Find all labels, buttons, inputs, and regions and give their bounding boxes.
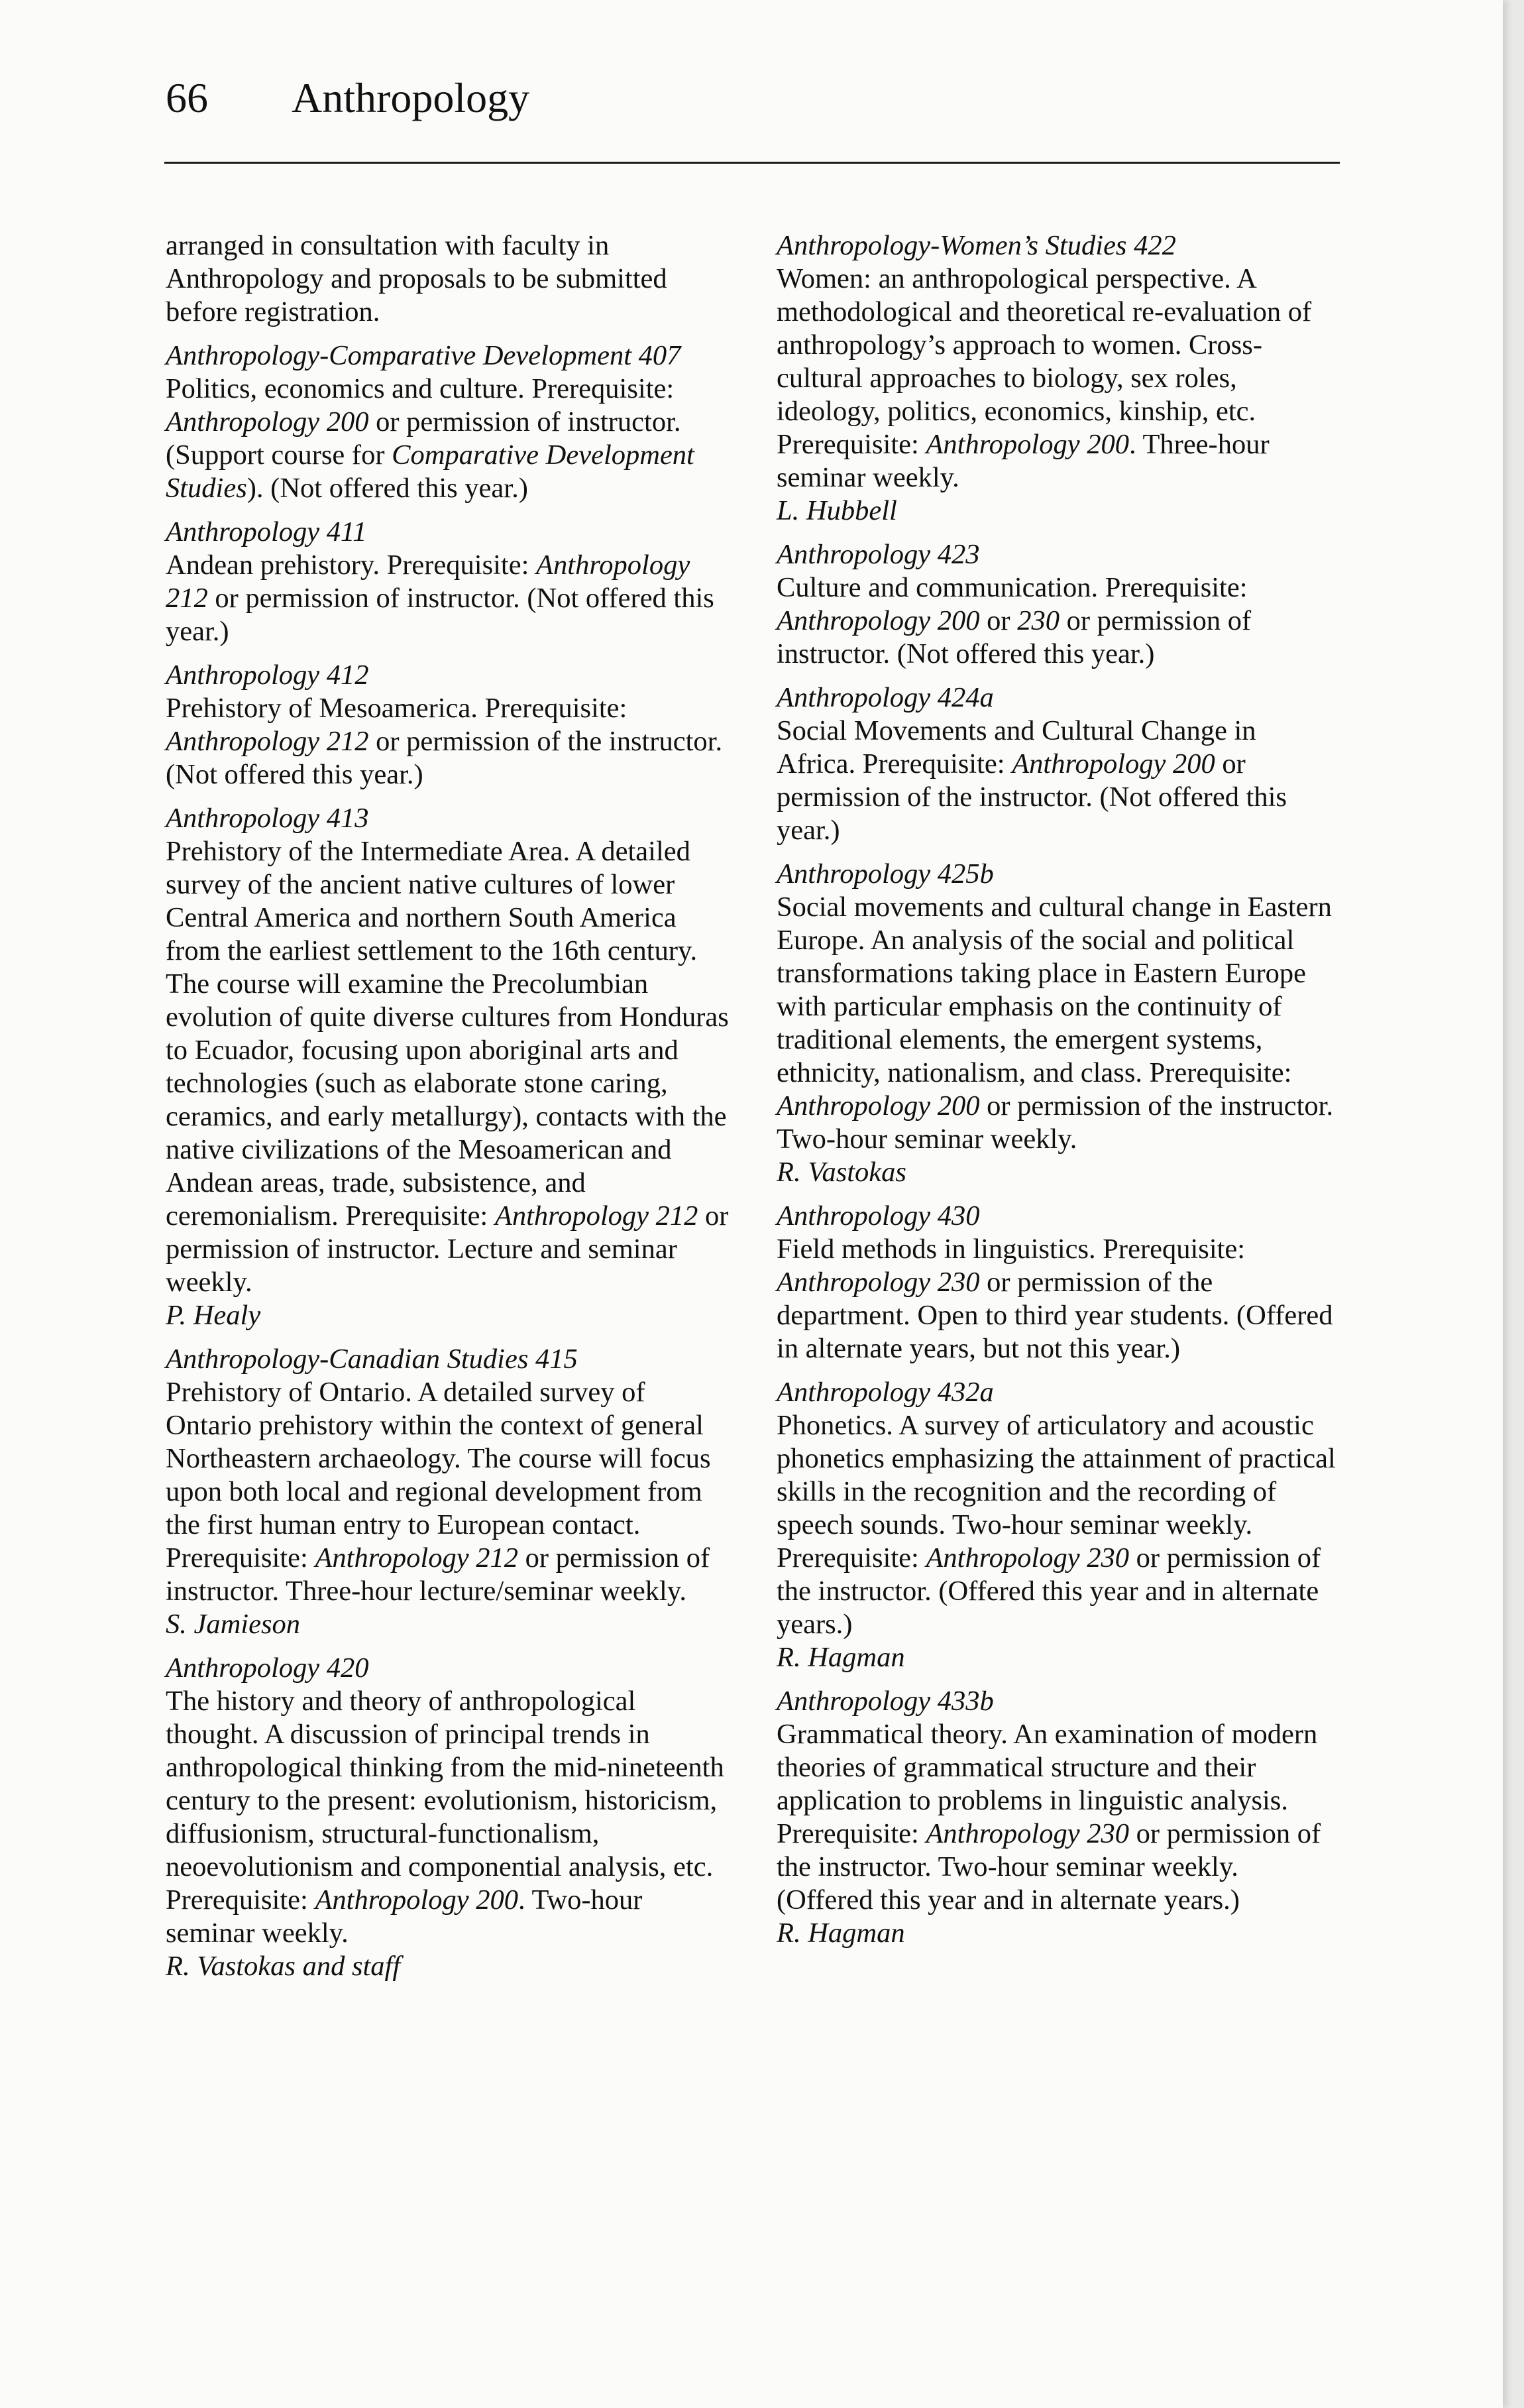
course-code: Anthropology-Canadian Studies 415 — [166, 1344, 578, 1375]
course-code: Anthropology-Women’s Studies 422 — [777, 230, 1176, 261]
course-entry — [777, 1200, 1340, 1365]
course-description: Andean prehistory. Prerequisite: Anthropology 212 or permission of instructor. (Not offered this year.) — [166, 549, 714, 647]
right-column — [777, 229, 1340, 1961]
course-entry — [777, 1685, 1340, 1950]
course-description: Social movements and cultural change in Eastern Europe. An analysis of the social and political transformations taking place in Eastern Europe with particular emphasis on the continuity of traditional elements, the emergent systems, ethnicity, nationalism, and class. Prerequisite: Anthropology 200 or permission of the instructor. Two-hour seminar weekly. — [777, 891, 1334, 1155]
course-code: Anthropology 420 — [166, 1652, 369, 1684]
course-instructor: R. Hagman — [777, 1918, 905, 1949]
course-code: Anthropology 432a — [777, 1377, 994, 1408]
course-code: Anthropology 430 — [777, 1200, 980, 1232]
continuation-paragraph: arranged in consultation with faculty in Anthropology and proposals to be submitted before registration. — [166, 230, 667, 327]
course-entry — [166, 659, 729, 791]
course-entry — [166, 1652, 729, 1983]
course-instructor: R. Hagman — [777, 1642, 905, 1673]
course-code: Anthropology 424a — [777, 682, 994, 713]
course-description: Social Movements and Cultural Change in Africa. Prerequisite: Anthropology 200 or permission of the instructor. (Not offered this year.) — [777, 715, 1287, 846]
course-code: Anthropology-Comparative Development 407 — [166, 340, 681, 371]
course-entry — [777, 681, 1340, 847]
course-code: Anthropology 411 — [166, 516, 367, 547]
course-description: Field methods in linguistics. Prerequisite: Anthropology 230 or permission of the department. Open to third year students. (Offered in alternate years, but not this year.) — [777, 1233, 1333, 1364]
course-entry — [777, 1376, 1340, 1674]
course-code: Anthropology 423 — [777, 539, 980, 570]
left-column — [166, 229, 729, 1994]
course-description: Prehistory of Mesoamerica. Prerequisite: Anthropology 212 or permission of the instructor. (Not offered this year.) — [166, 693, 723, 790]
left-course-list — [166, 339, 729, 1983]
course-code: Anthropology 433b — [777, 1686, 994, 1717]
course-entry — [166, 1343, 729, 1641]
course-entry — [166, 339, 729, 505]
course-instructor: S. Jamieson — [166, 1609, 301, 1640]
course-description: Women: an anthropological perspective. A methodological and theoretical re-evaluation of anthropology’s approach to women. Cross-cultural approaches to biology, sex roles, ideology, politics, economics, kinship, etc. Prerequisite: Anthropology 200. Three-hour seminar weekly. — [777, 263, 1312, 493]
course-entry — [166, 802, 729, 1332]
course-instructor: P. Healy — [166, 1300, 261, 1331]
course-instructor: L. Hubbell — [777, 495, 897, 526]
page-number: 66 — [166, 74, 208, 121]
course-code: Anthropology 412 — [166, 659, 369, 691]
page-header — [166, 72, 529, 125]
course-instructor: R. Vastokas — [777, 1157, 906, 1188]
course-description: The history and theory of anthropological thought. A discussion of principal trends in anthropological thinking from the mid-nineteenth century to the present: evolutionism, historicism, diffusionism, structural-functionalism, neoevolutionism and componential analysis, etc. Prerequisite: Anthropology 200. Two-hour seminar weekly. — [166, 1686, 724, 1949]
right-course-list — [777, 229, 1340, 1950]
course-entry — [777, 229, 1340, 528]
section-title: Anthropology — [292, 74, 530, 121]
course-code: Anthropology 425b — [777, 858, 994, 889]
course-description: Phonetics. A survey of articulatory and acoustic phonetics emphasizing the attainment of practical skills in the recognition and the recording of speech sounds. Two-hour seminar weekly. Prerequisite: Anthropology 230 or permission of the instructor. (Offered this year and in alternate years.) — [777, 1410, 1336, 1640]
course-instructor: R. Vastokas and staff — [166, 1951, 401, 1982]
course-entry — [777, 858, 1340, 1189]
course-description: Grammatical theory. An examination of modern theories of grammatical structure and their application to problems in linguistic analysis. Prerequisite: Anthropology 230 or permission of the instructor. Two-hour seminar weekly. (Offered this year and in alternate years.) — [777, 1719, 1321, 1916]
course-entry — [166, 516, 729, 648]
course-description: Politics, economics and culture. Prerequisite: Anthropology 200 or permission of instructor. (Support course for Comparative Development Studies). (Not offered this year.) — [166, 373, 694, 504]
course-entry — [777, 538, 1340, 671]
continuation-text — [166, 229, 729, 329]
course-description: Prehistory of the Intermediate Area. A detailed survey of the ancient native cultures of lower Central America and northern South America from the earliest settlement to the 16th century. The course will examine the Precolumbian evolution of quite diverse cultures from Honduras to Ecuador, focusing upon aboriginal arts and technologies (such as elaborate stone caring, ceramics, and early metallurgy), contacts with the native civilizations of the Mesoamerican and Andean areas, trade, subsistence, and ceremonialism. Prerequisite: Anthropology 212 or permission of instructor. Lecture and seminar weekly. — [166, 836, 729, 1298]
header-rule — [164, 162, 1340, 164]
course-description: Prehistory of Ontario. A detailed survey of Ontario prehistory within the context of general Northeastern archaeology. The course will focus upon both local and regional development from the first human entry to European contact. Prerequisite: Anthropology 212 or permission of instructor. Three-hour lecture/seminar weekly. — [166, 1377, 711, 1607]
course-description: Culture and communication. Prerequisite: Anthropology 200 or 230 or permission of instructor. (Not offered this year.) — [777, 572, 1252, 669]
course-code: Anthropology 413 — [166, 803, 369, 834]
